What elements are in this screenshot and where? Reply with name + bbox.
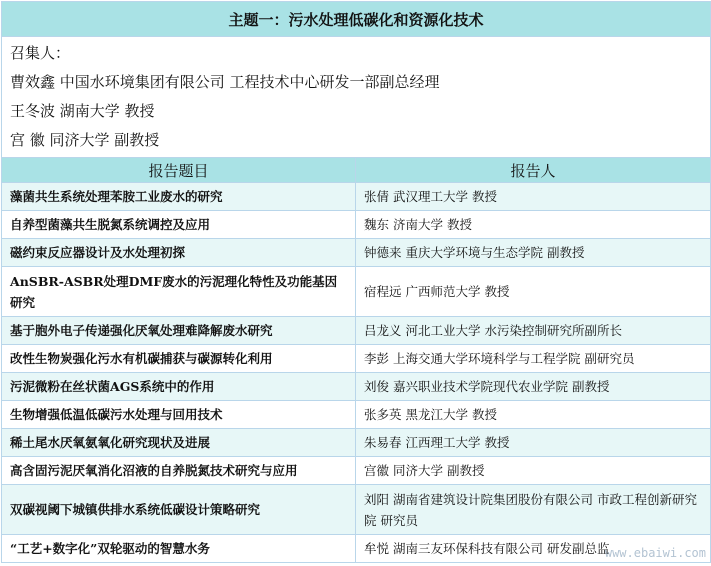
report-speaker: 钟德来 重庆大学环境与生态学院 副教授 (356, 239, 711, 267)
conveners-block (2, 37, 711, 158)
report-topic: 双碳视阈下城镇供排水系统低碳设计策略研究 (2, 485, 356, 535)
report-speaker: 宫徽 同济大学 副教授 (356, 457, 711, 485)
report-speaker: 张多英 黑龙江大学 教授 (356, 401, 711, 429)
table-row (2, 345, 711, 373)
report-topic: 自养型菌藻共生脱氮系统调控及应用 (2, 211, 356, 239)
section-title: 主题一：污水处理低碳化和资源化技术 (2, 2, 711, 37)
report-topic: AnSBR-ASBR处理DMF废水的污泥理化特性及功能基因研究 (2, 267, 356, 317)
table-row (2, 457, 711, 485)
convener-1: 曹效鑫 中国水环境集团有限公司 工程技术中心研发一部副总经理 (10, 73, 440, 91)
table-row (2, 317, 711, 345)
report-topic: 稀土尾水厌氧氨氧化研究现状及进展 (2, 429, 356, 457)
report-topic: 生物增强低温低碳污水处理与回用技术 (2, 401, 356, 429)
table-row (2, 429, 711, 457)
report-speaker: 牟悦 湖南三友环保科技有限公司 研发副总监 (356, 535, 711, 563)
report-topic: 磁约束反应器设计及水处理初探 (2, 239, 356, 267)
table-row (2, 211, 711, 239)
conveners-label: 召集人： (10, 44, 71, 62)
report-topic: 高含固污泥厌氧消化沼液的自养脱氮技术研究与应用 (2, 457, 356, 485)
report-speaker: 刘阳 湖南省建筑设计院集团股份有限公司 市政工程创新研究院 研究员 (356, 485, 711, 535)
convener-3: 宫 徽 同济大学 副教授 (10, 131, 160, 149)
program-table (1, 1, 711, 563)
table-row (2, 267, 711, 317)
report-speaker: 李彭 上海交通大学环境科学与工程学院 副研究员 (356, 345, 711, 373)
header-reporter: 报告人 (356, 158, 711, 183)
report-topic: 藻菌共生系统处理苯胺工业废水的研究 (2, 183, 356, 211)
report-topic: 改性生物炭强化污水有机碳捕获与碳源转化利用 (2, 345, 356, 373)
report-topic: “工艺+数字化”双轮驱动的智慧水务 (2, 535, 356, 563)
report-speaker: 刘俊 嘉兴职业技术学院现代农业学院 副教授 (356, 373, 711, 401)
report-speaker: 宿程远 广西师范大学 教授 (356, 267, 711, 317)
header-topic: 报告题目 (2, 158, 356, 183)
table-row (2, 401, 711, 429)
report-topic: 污泥微粉在丝状菌AGS系统中的作用 (2, 373, 356, 401)
table-row (2, 485, 711, 535)
report-speaker: 朱易春 江西理工大学 教授 (356, 429, 711, 457)
document (1, 1, 710, 564)
table-row (2, 183, 711, 211)
report-speaker: 魏东 济南大学 教授 (356, 211, 711, 239)
table-row (2, 239, 711, 267)
report-topic: 基于胞外电子传递强化厌氧处理难降解废水研究 (2, 317, 356, 345)
report-speaker: 张倩 武汉理工大学 教授 (356, 183, 711, 211)
table-row (2, 373, 711, 401)
convener-2: 王冬波 湖南大学 教授 (10, 102, 155, 120)
report-speaker: 吕龙义 河北工业大学 水污染控制研究所副所长 (356, 317, 711, 345)
watermark: www.ebaiwi.com (604, 546, 706, 560)
